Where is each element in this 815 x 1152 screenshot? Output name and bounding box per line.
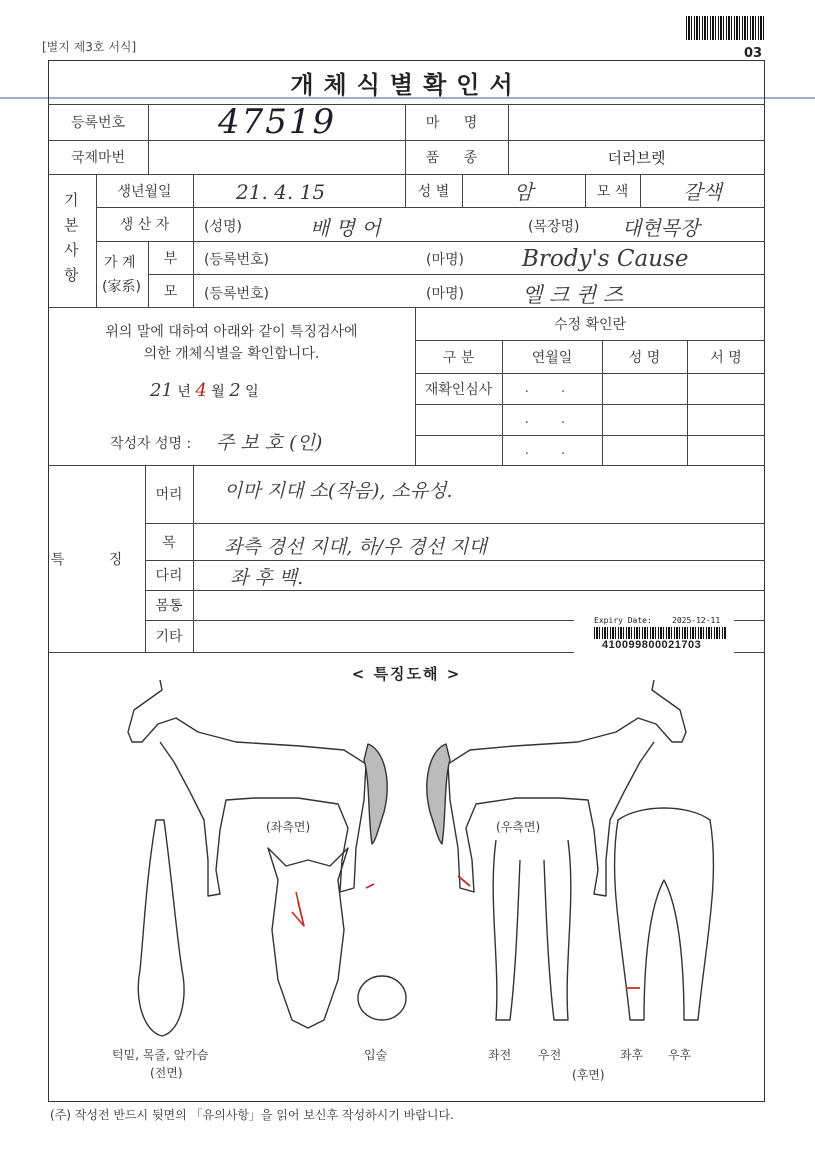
expiry-sticker <box>574 614 734 656</box>
sex-value: 암 <box>513 180 534 204</box>
sire-name-label: (마명) <box>426 252 464 268</box>
other-label: 기타 <box>155 629 183 645</box>
date-day: 2 <box>229 380 241 401</box>
right-horse-tail <box>427 744 450 844</box>
date-day-unit: 일 <box>245 384 259 400</box>
chest-caption: 턱밑, 목줄, 앞가슴 <box>112 1048 209 1062</box>
breed-value: 더러브렛 <box>607 148 666 167</box>
dam-label: 모 <box>163 283 178 300</box>
revision-row1-type: 재확인심사 <box>424 381 493 398</box>
revision-col-type: 구 분 <box>442 349 475 366</box>
hind-right-label: 우후 <box>668 1048 692 1062</box>
left-side-label: (좌측면) <box>266 820 311 834</box>
birth-label: 생년월일 <box>117 183 172 200</box>
farm-label: (목장명) <box>528 219 580 235</box>
confirm-date <box>150 380 259 401</box>
author-label: 작성자 성명 : <box>110 436 192 452</box>
footer-note: (주) 작성전 반드시 뒷면의 「유의사항」을 읽어 보신후 작성하시기 바랍니다. <box>50 1108 454 1122</box>
dam-name-label: (마명) <box>426 286 464 302</box>
intl-no-label: 국제마번 <box>70 150 126 166</box>
revision-title: 수정 확인란 <box>553 316 627 333</box>
expiry-value: 2025-12-11 <box>672 616 721 625</box>
date-year-unit: 년 <box>177 384 191 400</box>
date-month-unit: 월 <box>211 384 225 400</box>
horse-name-label: 마 명 <box>425 115 488 131</box>
head-label: 머리 <box>155 487 183 503</box>
top-barcode <box>686 16 764 40</box>
left-horse-tail <box>364 744 387 844</box>
document-title: 개체식별확인서 <box>290 70 523 99</box>
lips-outline <box>358 976 406 1020</box>
head-marking <box>292 892 304 926</box>
legs-value: 좌 후 백. <box>230 567 304 589</box>
expiry-label: Expiry Date: <box>594 616 652 625</box>
head-value: 이마 지대 소(작음), 소유성. <box>224 480 453 502</box>
page-code: 03 <box>744 46 763 61</box>
left-horse-outline <box>128 680 366 896</box>
body-label: 몸통 <box>155 598 183 614</box>
neck-label: 목 <box>162 534 176 551</box>
front-legs-outline <box>493 840 571 1020</box>
producer-name-value: 배 명 어 <box>310 216 381 240</box>
revision-col-name: 성 명 <box>628 349 661 366</box>
lips-caption: 입술 <box>364 1048 388 1062</box>
rear-view-label: (후면) <box>572 1068 605 1082</box>
sticker-barcode <box>594 627 726 639</box>
reg-no-value: 47519 <box>218 102 337 142</box>
confirm-text-1: 위의 말에 대하여 아래와 같이 특징검사에 <box>105 324 358 340</box>
revision-date-2: . . <box>524 412 580 427</box>
hind-left-label: 좌후 <box>620 1048 644 1062</box>
revision-date-1: . . <box>524 381 580 396</box>
sire-name-value: Brody's Cause <box>522 246 689 272</box>
date-month: 4 <box>195 380 207 401</box>
left-leg-marking <box>366 884 374 888</box>
basic-section-label: 기본사항 <box>64 191 79 284</box>
breed-label: 품 종 <box>425 150 488 166</box>
color-value: 갈색 <box>683 180 722 204</box>
diagram-title: < 특징도해 > <box>351 664 462 683</box>
farm-value: 대현목장 <box>622 216 700 240</box>
chest-view-label: (전면) <box>150 1066 183 1080</box>
confirm-text-2: 의한 개체식별을 확인합니다. <box>143 346 320 362</box>
dam-reg-label: (등록번호) <box>204 286 270 302</box>
dam-name-value: 엘 크 퀸 즈 <box>522 283 624 307</box>
front-left-label: 좌전 <box>488 1048 512 1062</box>
right-side-label: (우측면) <box>496 820 541 834</box>
legs-label: 다리 <box>155 568 183 584</box>
chest-view-outline <box>138 820 184 1036</box>
revision-col-date: 연월일 <box>531 349 573 366</box>
right-horse-outline <box>448 680 686 896</box>
birth-value: 21. 4. 15 <box>236 180 326 204</box>
sticker-code: 410099800021703 <box>602 639 702 651</box>
lineage-label: 가 계 <box>104 255 136 271</box>
sex-label: 성 별 <box>417 183 450 200</box>
reg-no-label: 등록번호 <box>70 115 126 131</box>
producer-label: 생 산 자 <box>119 217 170 233</box>
front-right-label: 우전 <box>538 1048 562 1062</box>
lineage-hanja: (家系) <box>102 279 141 295</box>
sire-reg-label: (등록번호) <box>204 252 270 268</box>
producer-name-label: (성명) <box>204 219 242 235</box>
markings-diagram <box>48 680 765 1100</box>
sire-label: 부 <box>163 250 178 267</box>
front-head-outline <box>268 848 348 1028</box>
form-number: [별지 제3호 서식] <box>42 40 137 54</box>
author-value: 주 보 호 (인) <box>216 432 323 454</box>
features-section-label: 특 징 <box>50 551 143 568</box>
revision-col-sign: 서 명 <box>710 349 742 366</box>
color-label: 모 색 <box>596 183 629 200</box>
neck-value: 좌측 경선 지대, 하/우 경선 지대 <box>224 536 487 558</box>
date-year: 21 <box>150 380 173 401</box>
revision-date-3: . . <box>524 442 580 458</box>
